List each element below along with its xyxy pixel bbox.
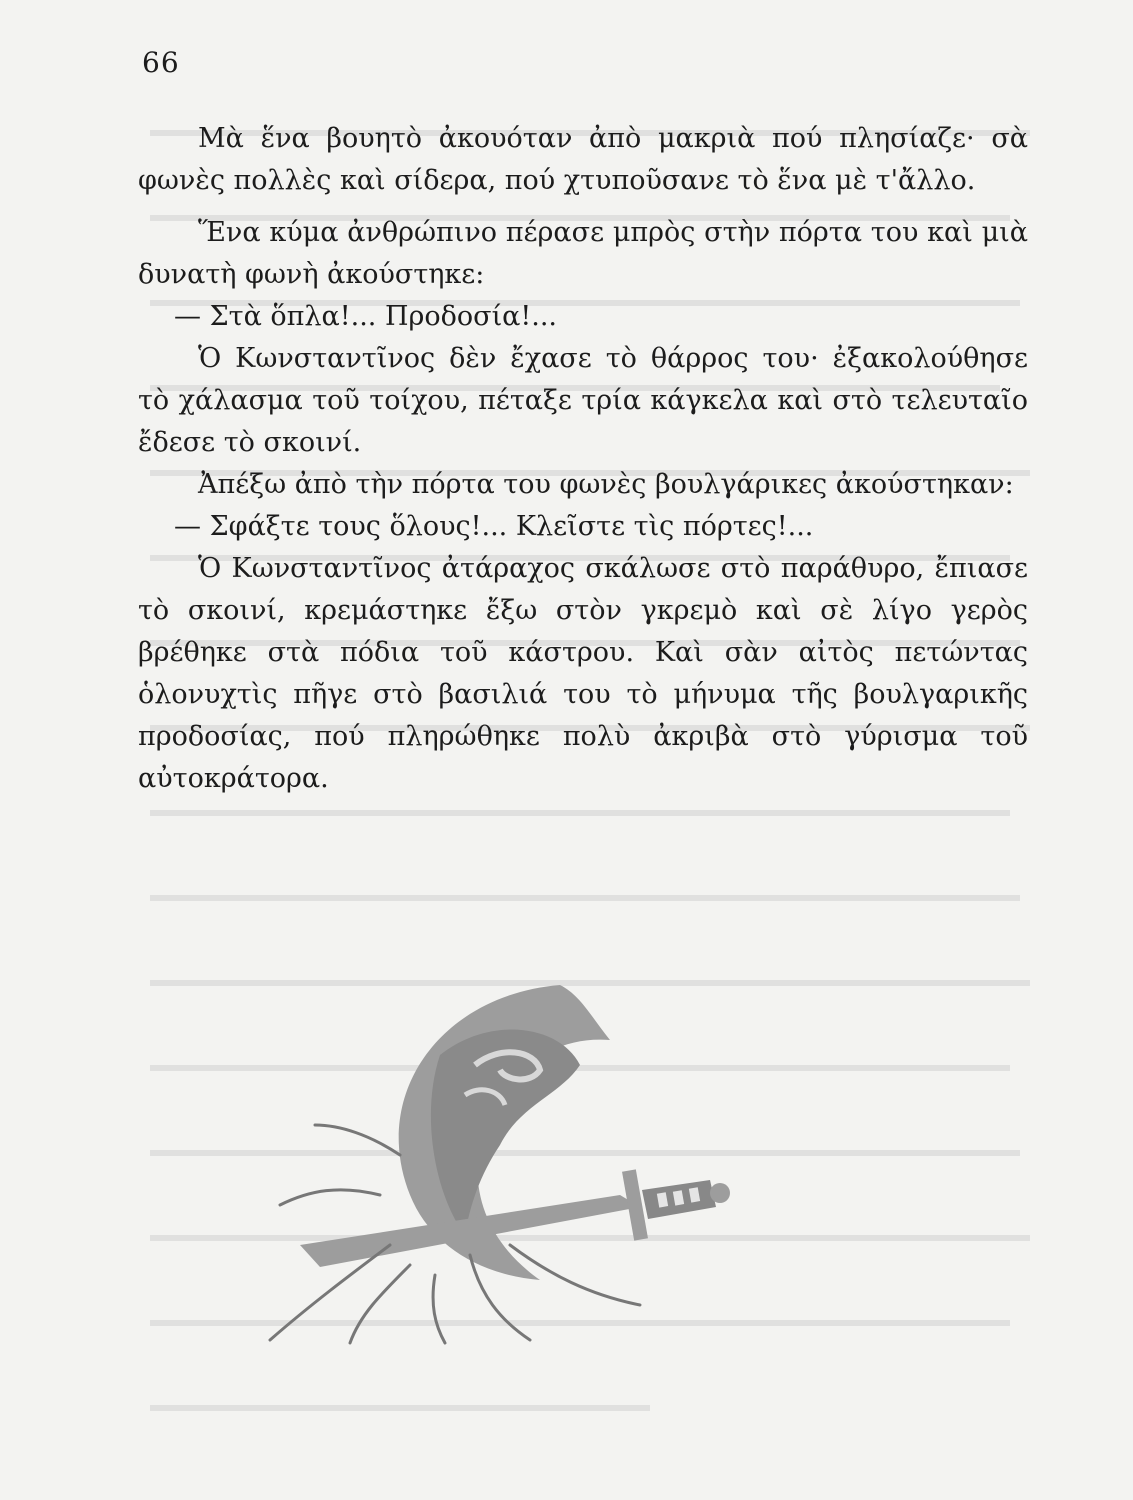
dialogue-line: — Σφάξτε τους ὅλους!... Κλεῖστε τὶς πόρτες!... (174, 511, 814, 542)
paragraph: Ἀπέξω ἀπὸ τὴν πόρτα του φωνὲς βουλγάρικες ἀκούστηκαν: (198, 469, 1014, 500)
helmet-sword-illustration (260, 945, 760, 1345)
helmet-faceplate (431, 1030, 580, 1235)
paragraph: Ὁ Κωνσταντῖνος δὲν ἔχασε τὸ θάρρος του· ἐξακολούθησε τὸ χάλασμα τοῦ τοίχου, πέταξε τρία κάγκελα καὶ στὸ τελευταῖο ἔδεσε τὸ σκοινί. (138, 343, 1028, 458)
paragraph: Ἕνα κύμα ἀνθρώπινο πέρασε μπρὸς στὴν πόρτα του καὶ μιὰ δυνατὴ φωνὴ ἀκούστηκε: (138, 217, 1028, 290)
paragraph: Ὁ Κωνσταντῖνος ἀτάραχος σκάλωσε στὸ παράθυρο, ἔπιασε τὸ σκοινί, κρεμάστηκε ἔξω στὸν γκρεμὸ καὶ σὲ λίγο γερὸς βρέθηκε στὰ πόδια τοῦ κάστρου. Καὶ σὰν αἰτὸς πετώντας ὁλονυχτὶς πῆγε στὸ βασιλιά του τὸ μήνυμα τῆς βουλγαρικῆς προδοσίας, πού πληρώθηκε πολὺ ἀκριβὰ στὸ γύρισμα τοῦ αὐτοκράτορα. (138, 553, 1028, 794)
body-text (138, 118, 1028, 800)
paragraph: Μὰ ἕνα βουητὸ ἀκουόταν ἀπὸ μακριὰ πού πλησίαζε· σὰ φωνὲς πολλὲς καὶ σίδερα, πού χτυποῦσανε τὸ ἕνα μὲ τ'ἄλλο. (138, 123, 1028, 196)
page-number: 66 (142, 46, 180, 79)
dialogue-line: — Στὰ ὅπλα!... Προδοσία!... (174, 301, 557, 332)
